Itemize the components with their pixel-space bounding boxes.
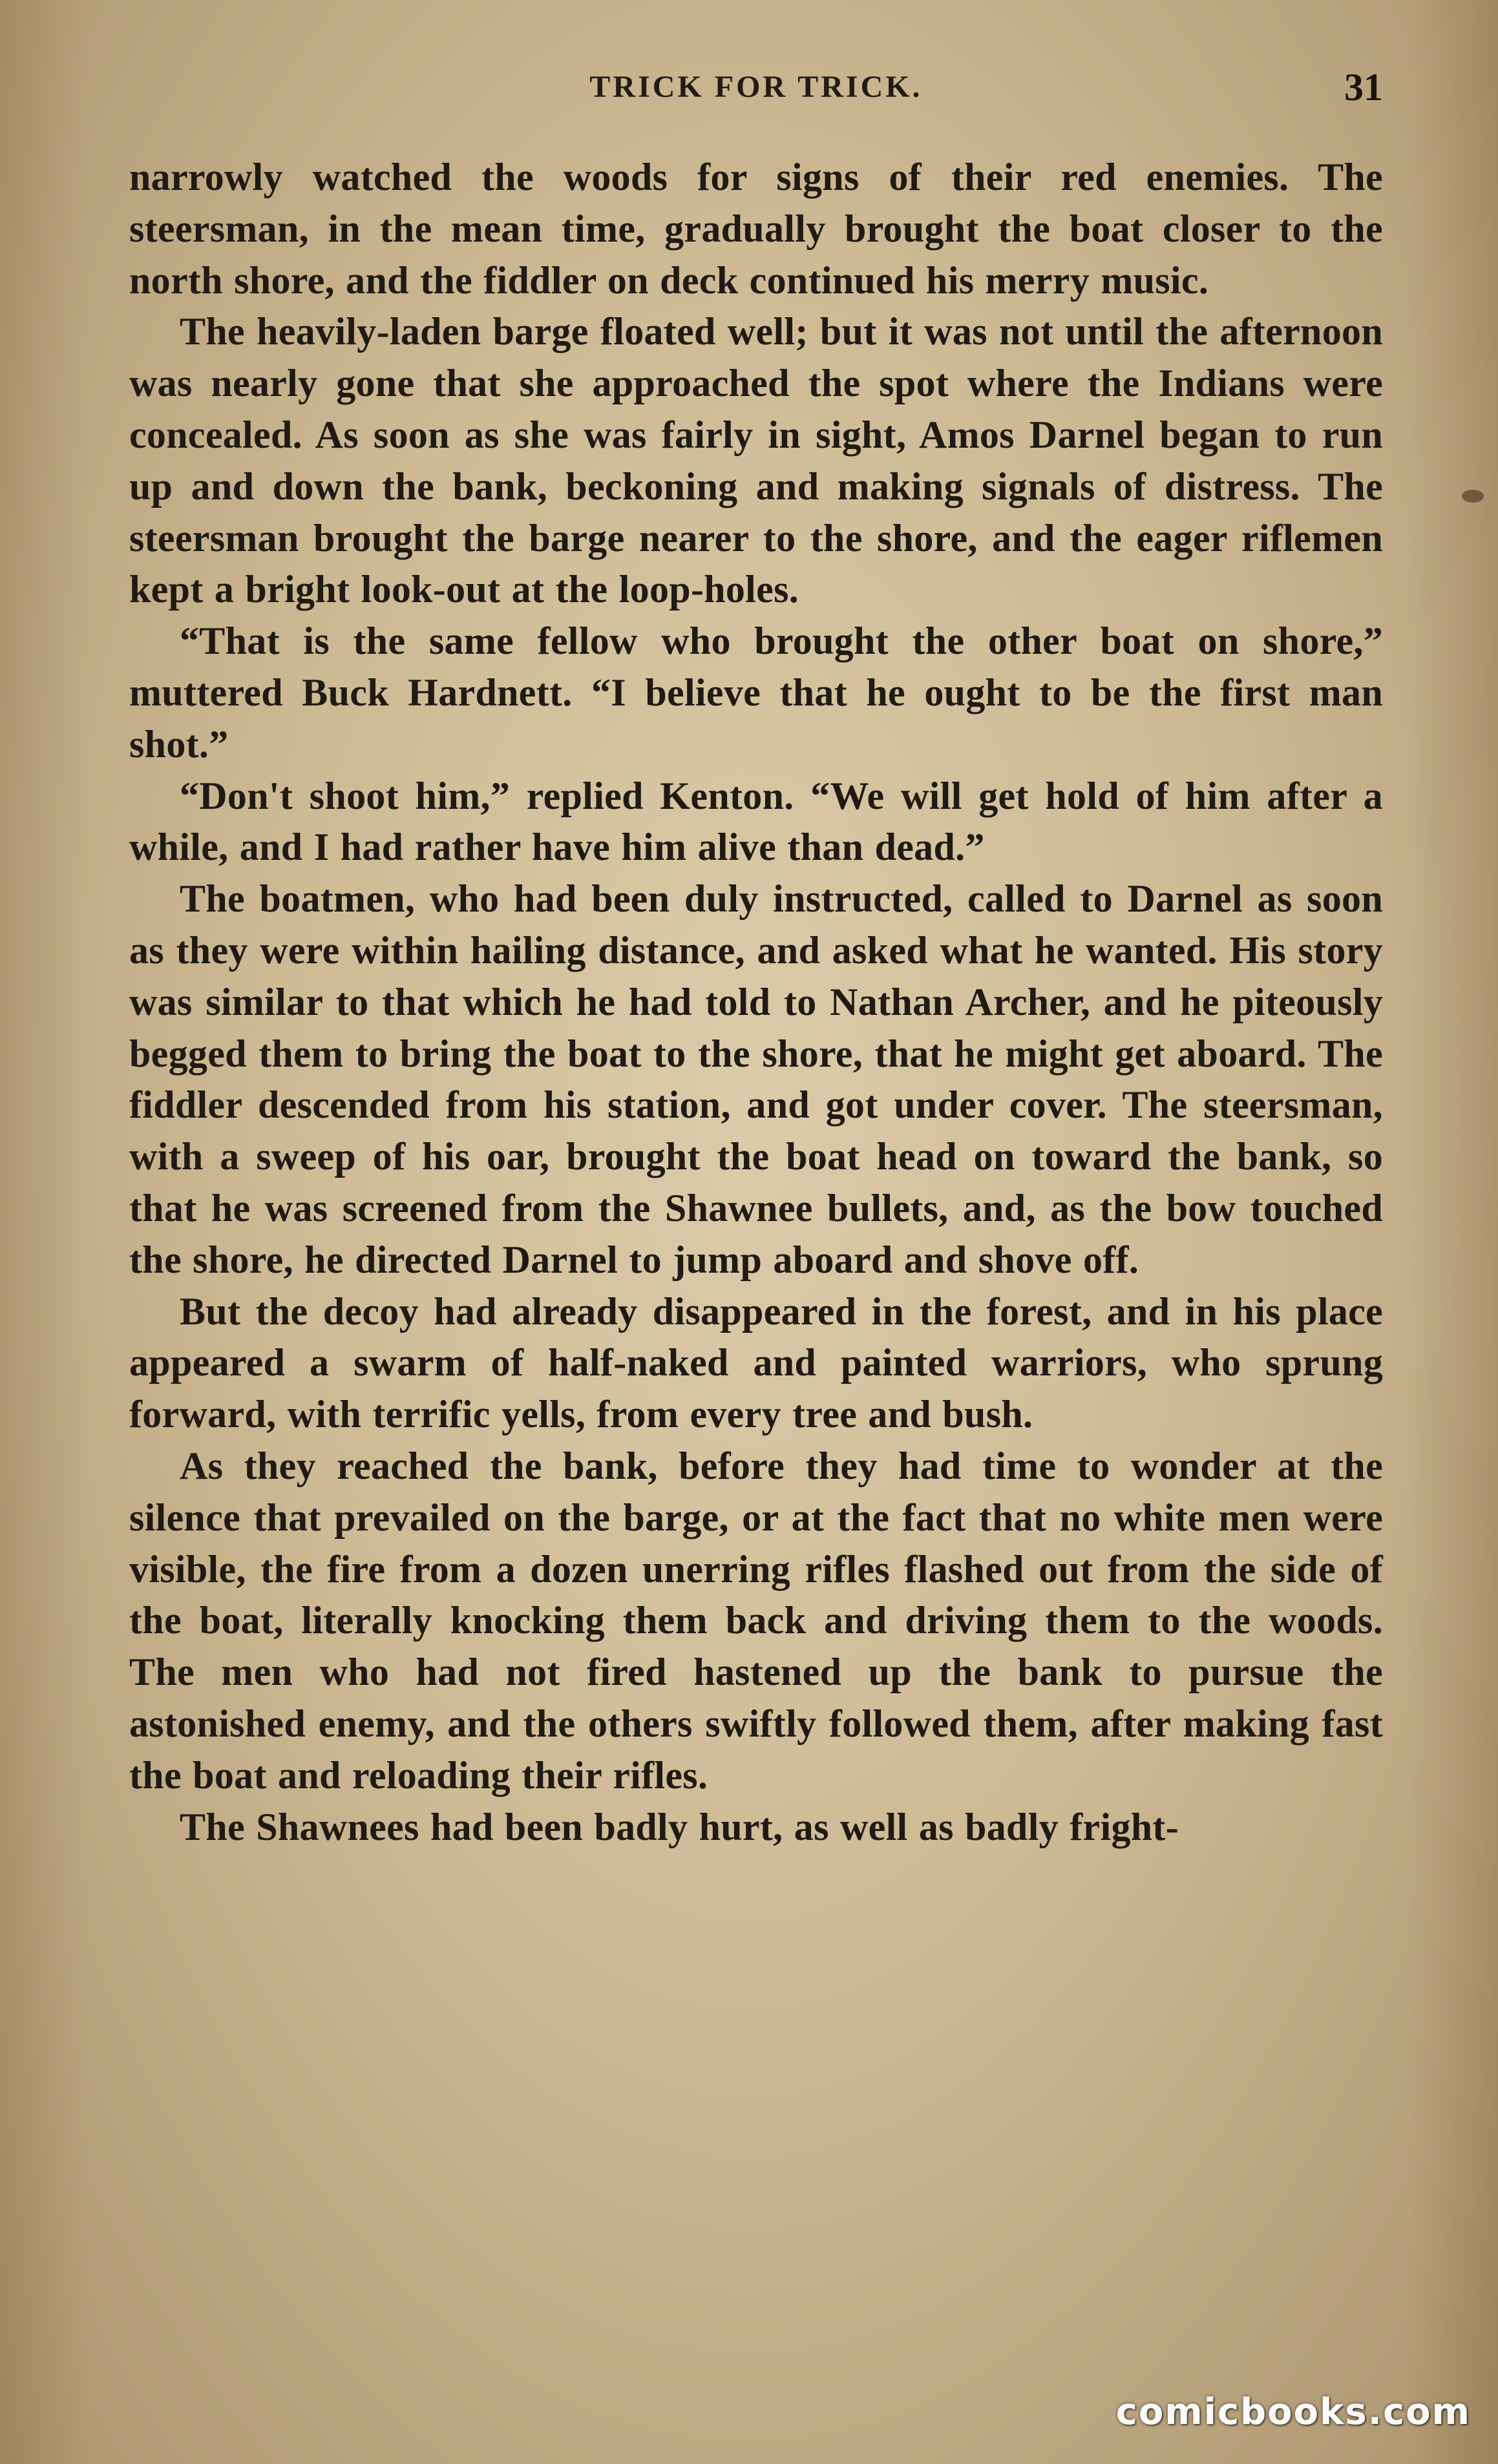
paragraph: The heavily-laden barge floated well; but it was not until the afternoon was nearly gone that she approached the spot where the Indians were concealed. As soon as she was fairly in sight, Amos Darnel began to run up and down the bank, beckoning and making signals of distress. The steersman brought the barge nearer to the shore, and the eager riflemen kept a bright look-out at the loop-holes. xyxy=(129,310,1383,611)
paragraph: The Shawnees had been badly hurt, as well as badly fright- xyxy=(180,1805,1179,1848)
body-text xyxy=(129,152,1383,1853)
paragraph: “Don't shoot him,” replied Kenton. “We will get hold of him after a while, and I had rather have him alive than dead.” xyxy=(129,774,1383,869)
ink-spot xyxy=(1462,490,1484,503)
running-head: TRICK FOR TRICK. xyxy=(589,70,923,104)
watermark: comicbooks.com xyxy=(1115,2391,1471,2433)
paragraph: As they reached the bank, before they had time to wonder at the silence that prevailed on the barge, or at the fact that no white men were visible, the fire from a dozen unerring rifles flashed out from the side of the boat, literally knocking them back and driving them to the woods. The men who had not fired hastened up the bank to pursue the astonished enemy, and the others swiftly followed them, after making fast the boat and reloading their rifles. xyxy=(129,1444,1383,1797)
page-number: 31 xyxy=(1344,66,1383,109)
paragraph: “That is the same fellow who brought the other boat on shore,” muttered Buck Hardnett. “I believe that he ought to be the first man shot.” xyxy=(129,620,1383,766)
paragraph: But the decoy had already disappeared in the forest, and in his place appeared a swarm of half-naked and painted warriors, who sprung forward, with terrific yells, from every tree and bush. xyxy=(129,1289,1383,1436)
paragraph: narrowly watched the woods for signs of their red enemies. The steersman, in the mean time, gradually brought the boat closer to the north shore, and the fiddler on deck continued his merry music. xyxy=(129,156,1383,302)
paragraph: The boatmen, who had been duly instructed, called to Darnel as soon as they were within hailing distance, and asked what he wanted. His story was similar to that which he had told to Nathan Archer, and he piteously begged them to bring the boat to the shore, that he might get aboard. The fiddler descended from his station, and got under cover. The steersman, with a sweep of his oar, brought the boat head on toward the bank, so that he was screened from the Shawnee bullets, and, as the bow touched the shore, he directed Darnel to jump aboard and shove off. xyxy=(129,877,1383,1281)
page-header xyxy=(129,65,1383,116)
